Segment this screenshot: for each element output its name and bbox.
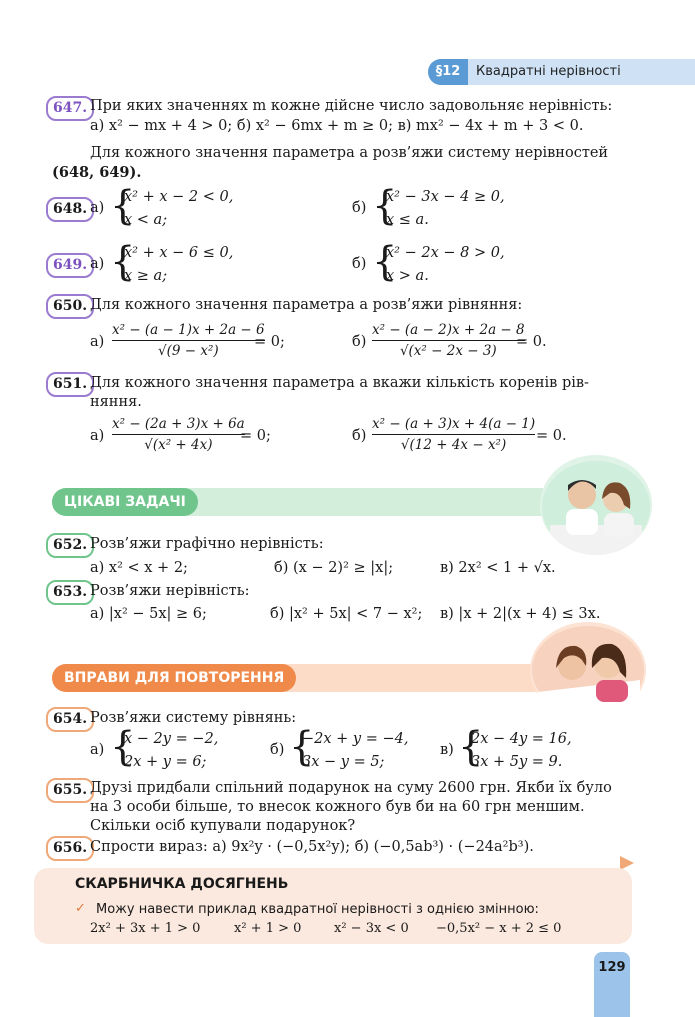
problem-649-a-line1: x² + x − 6 ≤ 0, [124, 245, 234, 261]
problem-number-653: 653. [46, 580, 94, 605]
achievement-example-4: −0,5x² − x + 2 ≤ 0 [436, 921, 562, 936]
fraction-denominator: √(12 + 4x − x²) [400, 437, 507, 453]
problem-654-a-line2: 2x + y = 6; [124, 754, 207, 770]
problem-653-a: а) |x² − 5x| ≥ 6; [90, 606, 207, 622]
problem-651-b-label: б) [352, 428, 367, 444]
achievement-example-1: 2x² + 3x + 1 > 0 [90, 921, 201, 936]
problem-649-b-label: б) [352, 256, 367, 272]
problem-651-a-label: а) [90, 428, 105, 444]
achievements-title: СКАРБНИЧКА ДОСЯГНЕНЬ [75, 876, 289, 892]
fraction-numerator: x² − (a − 1)x + 2a − 6 [112, 322, 265, 338]
problem-655-line1: Друзі придбали спільний подарунок на суму 2600 грн. Якби їх було [90, 780, 612, 796]
problem-647-items: а) x² − mx + 4 > 0; б) x² − 6mx + m ≥ 0; в) mx² − 4x + m + 3 < 0. [90, 118, 584, 134]
problem-652-c: в) 2x² < 1 + √x. [440, 560, 556, 576]
fraction-numerator: x² − (a − 2)x + 2a − 8 [372, 322, 525, 338]
fraction-bar [372, 434, 535, 435]
brace-icon: { [110, 239, 136, 285]
brace-icon: { [372, 239, 398, 285]
section-number: §12 [428, 59, 468, 85]
problem-649-a-line2: x ≥ a; [124, 268, 168, 284]
problem-650-b-label: б) [352, 334, 367, 350]
brace-icon: { [110, 183, 136, 229]
problem-648-a-line1: x² + x − 2 < 0, [124, 189, 234, 205]
problem-number-652: 652. [46, 533, 94, 558]
interesting-problems-label: ЦІКАВІ ЗАДАЧІ [52, 488, 198, 516]
problem-649-b-line2: x > a. [386, 268, 429, 284]
problem-653-text: Розв’яжи нерівність: [90, 583, 250, 599]
problem-652-b: б) (x − 2)² ≥ |x|; [274, 560, 394, 576]
problem-648-b-label: б) [352, 200, 367, 216]
intro-648-649-line1: Для кожного значення параметра a розв’яжи систему нерівностей [90, 145, 609, 161]
brace-icon: { [458, 724, 484, 770]
problem-650-b-fraction [372, 322, 525, 359]
problem-651-text-line1: Для кожного значення параметра a вкажи кількість коренів рів- [90, 375, 589, 391]
problem-654-b-label: б) [270, 742, 285, 758]
problem-number-654: 654. [46, 707, 94, 732]
problem-number-651: 651. [46, 372, 94, 397]
problem-650-a-tail: = 0; [254, 334, 285, 350]
brace-icon: { [289, 724, 315, 770]
problem-656-text: Спрости вираз: а) 9x²y · (−0,5x²y); б) (−0,5ab³) · (−24a²b³). [90, 839, 534, 855]
problem-652-a: а) x² < x + 2; [90, 560, 188, 576]
fraction-denominator: √(x² − 2x − 3) [399, 343, 497, 359]
checkmark-icon: ✓ [75, 901, 86, 916]
problem-651-a-tail: = 0; [240, 428, 271, 444]
fraction-bar [372, 340, 525, 341]
problem-650-text: Для кожного значення параметра a розв’яжи рівняння: [90, 297, 523, 313]
brace-icon: { [372, 183, 398, 229]
fraction-denominator: √(9 − x²) [157, 343, 219, 359]
problem-654-a-label: а) [90, 742, 105, 758]
girls-photo-illustration [530, 622, 646, 718]
problem-651-b-fraction [372, 416, 535, 453]
problem-654-b-line1: −2x + y = −4, [302, 731, 409, 747]
problem-653-c: в) |x + 2|(x + 4) ≤ 3x. [440, 606, 601, 622]
girls-photo [530, 622, 646, 718]
problem-654-a-line1: x − 2y = −2, [124, 731, 219, 747]
fraction-denominator: √(x² + 4x) [144, 437, 213, 453]
achievements-statement: Можу навести приклад квадратної нерівності з однією змінною: [96, 902, 539, 917]
problem-651-text-line2: няння. [90, 394, 142, 410]
review-exercises-label: ВПРАВИ ДЛЯ ПОВТОРЕННЯ [52, 664, 296, 692]
problem-number-656: 656. [46, 836, 94, 861]
problem-650-a-fraction [112, 322, 265, 359]
fraction-numerator: x² − (2a + 3)x + 6a [112, 416, 245, 432]
fraction-bar [112, 340, 265, 341]
problem-650-b-tail: = 0. [516, 334, 547, 350]
problem-654-text: Розв’яжи систему рівнянь: [90, 710, 297, 726]
problem-649-b-line1: x² − 2x − 8 > 0, [386, 245, 505, 261]
students-photo-illustration [540, 455, 652, 555]
fraction-bar [112, 434, 245, 435]
achievement-example-2: x² + 1 > 0 [234, 921, 302, 936]
problem-652-text: Розв’яжи графічно нерівність: [90, 536, 324, 552]
problem-648-a-line2: x < a; [124, 212, 168, 228]
problem-649-a-label: а) [90, 256, 105, 272]
problem-number-648: 648. [46, 197, 94, 222]
problem-651-b-tail: = 0. [536, 428, 567, 444]
brace-icon: { [110, 724, 136, 770]
page-number: 129 [598, 960, 626, 975]
problem-654-c-label: в) [440, 742, 454, 758]
problem-655-line3: Скільки осіб купували подарунок? [90, 818, 356, 834]
problem-number-650: 650. [46, 294, 94, 319]
students-photo [540, 455, 652, 555]
problem-648-b-line2: x ≤ a. [386, 212, 429, 228]
problem-651-a-fraction [112, 416, 245, 453]
problem-number-655: 655. [46, 778, 94, 803]
problem-647-text: При яких значеннях m кожне дійсне число задовольняє нерівність: [90, 98, 613, 114]
fraction-numerator: x² − (a + 3)x + 4(a − 1) [372, 416, 536, 432]
intro-648-649-line2: (648, 649). [52, 164, 142, 181]
problem-654-c-line1: 2x − 4y = 16, [471, 731, 572, 747]
problem-650-a-label: а) [90, 334, 105, 350]
section-title: Квадратні нерівності [476, 64, 621, 79]
achievement-example-3: x² − 3x < 0 [334, 921, 409, 936]
problem-654-c-line2: 3x + 5y = 9. [471, 754, 563, 770]
problem-648-b-line1: x² − 3x − 4 ≥ 0, [386, 189, 505, 205]
problem-648-a-label: а) [90, 200, 105, 216]
problem-655-line2: на 3 особи більше, то внесок кожного був би на 60 грн меншим. [90, 799, 585, 815]
problem-number-647: 647. [46, 96, 94, 121]
problem-654-b-line2: 3x − y = 5; [302, 754, 385, 770]
problem-653-b: б) |x² + 5x| < 7 − x²; [270, 606, 423, 622]
problem-number-649: 649. [46, 253, 94, 278]
